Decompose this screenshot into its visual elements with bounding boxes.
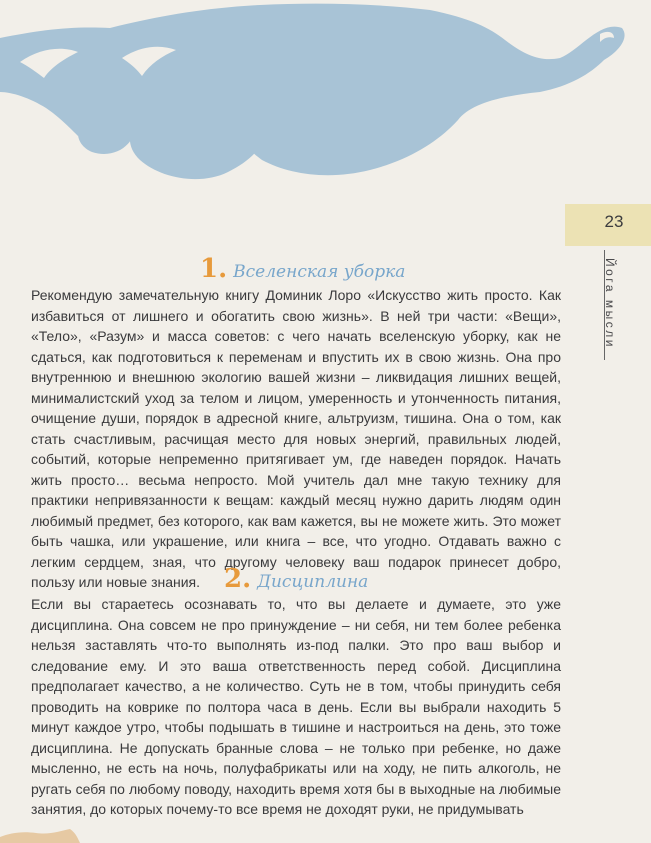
page-number: 23 [604,212,624,231]
running-head-text: Йога мысли [603,258,617,349]
section-heading-2: Дисциплина [257,572,369,592]
section-heading-1: Вселенская уборка [233,262,406,282]
section-text-1: Рекомендую замечательную книгу Доминик Лоро «Искусство жить просто. Как избавиться от лишнего и обогатить свою жизнь». В ней три части: «Вещи», «Тело», «Разум» и масса советов: с чего начать вселенскую уборку, как не сдаться, как подготовиться к переменам и впустить их в свою жизнь. Она про внутреннюю и внешнюю экологию вашей жизни – ликвидация лишних вещей, минималистский уход за телом и лицом, умеренность и утонченность питания, очищение души, порядок в адресной книге, альтруизм, тишина. Она о том, как стать счастливым, расчищая место для новых энергий, правильных людей, событий, которые непременно притягивает ум, где наведен порядок. Начать жить просто… весьма непросто. Мой учитель дал мне такую технику для практики непривязанности к вещам: каждый месяц нужно дарить людям один любимый предмет, без которого, как вам кажется, вы не можете жить. Это может быть чашка, или украшение, или книга – все, что угодно. Отдавать важно с легким сердцем, зная, что другому человеку ваш подарок принесет добро, пользу или новые знания. [31,287,561,590]
section-title-1 [200,254,405,284]
section-number-1: 1. [200,254,228,284]
section-text-2: Если вы стараетесь осознавать то, что вы делаете и думаете, это уже дисциплина. Она совсем не про принуждение – ни себя, ни тем более ребенка нельзя заставлять что-то выполнять из-под палки. Это про ваш выбор и следование ему. И это ваша ответственность перед собой. Дисциплина предполагает качество, а не количество. Суть не в том, чтобы принудить себя проводить на коврике по полтора часа в день. Если вы выбрали находить 5 минут каждое утро, чтобы подышать в тишине и настроиться на день, это тоже дисциплина. Не допускать бранные слова – не только при ребенке, но даже мысленно, не есть на ночь, полуфабрикаты или на ходу, не пить алкоголь, не ругать себя по любому поводу, находить время хотя бы в выходные на любимые занятия, до которых почему-то все время не доходят руки, не придумывать [31,596,561,817]
bottom-decoration [0,825,651,843]
section-title-2 [224,564,368,594]
running-head [603,250,617,360]
wave-illustration [0,0,651,200]
section-number-2: 2. [224,564,252,594]
